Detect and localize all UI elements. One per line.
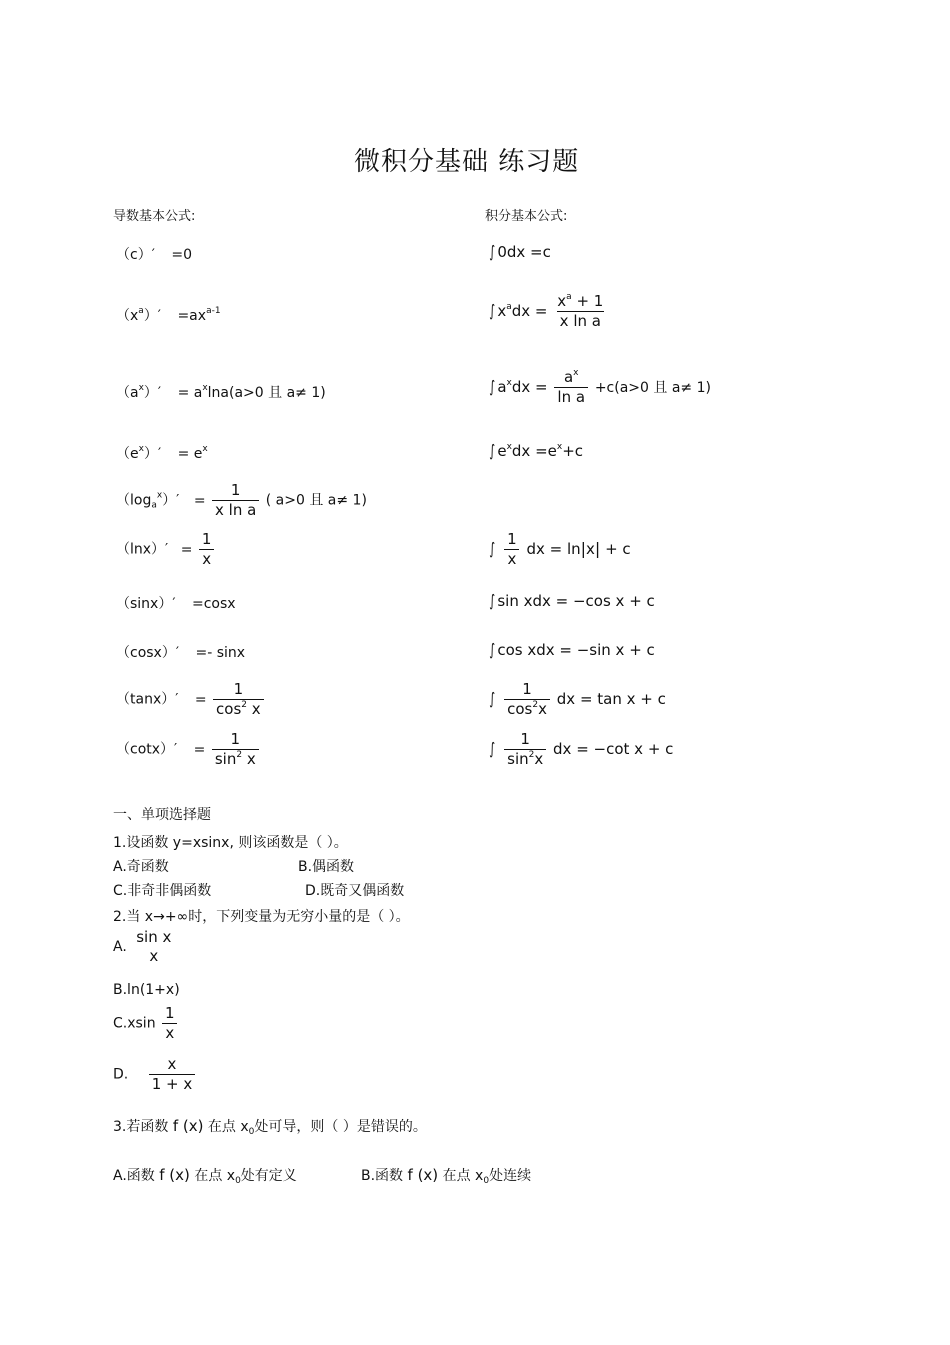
question-1-option-c: C.非奇非偶函数 <box>113 883 212 899</box>
integral-formula: ∫ 0dx =c <box>489 242 551 261</box>
question-1-option-b: B.偶函数 <box>298 859 355 875</box>
derivative-formula: （sinx）′ =cosx <box>116 596 236 612</box>
question-1-option-d: D.既奇又偶函数 <box>305 883 405 899</box>
derivative-formula: $(\log_a^x)'$ = $\frac{1}{\text{x ln a}}$ ( a>0 且 a≠ 1) <box>116 481 367 519</box>
question-2-option-b: B.ln(1+x) <box>113 982 180 998</box>
derivative-formula: （tanx）′ = $\frac{1}{\cos^2 x}$ <box>116 680 266 719</box>
integral-formula: ∫ $x^adx$ = $\frac{x^a + 1}{\text{x ln a}}$ <box>489 292 604 330</box>
page-title: 微积分基础 练习题 <box>354 147 580 177</box>
derivative-formula: $(a^x)' = a^x\ln a(a>0$ 且 a≠ 1) <box>116 383 326 401</box>
question-1-stem: 1.设函数 y=xsinx, 则该函数是（ ）。 <box>113 835 348 851</box>
derivative-formula: $(e^x)' = e^x$ <box>116 444 208 462</box>
question-3-stem: 3.若函数 f (x) 在点 $x_0$处可导，则（ ）是错误的。 <box>113 1117 427 1137</box>
integral-formula: ∫ $\frac{1}{\cos^2x}$ dx = tan x + c <box>489 680 666 718</box>
derivative-formula: （cotx）′ = $\frac{1}{\sin^2 x}$ <box>116 730 261 769</box>
derivative-formula: （c）′ =0 <box>116 247 192 263</box>
derivative-formula: （cosx）′ =- sinx <box>116 645 246 661</box>
integral-formula: ∫ sin xdx = −cos x + c <box>489 591 655 610</box>
question-2-option-a: A. sin x x <box>113 928 172 965</box>
question-2-option-d: D. $\frac{x}{1 + x}$ <box>113 1055 197 1094</box>
section-heading: 一、单项选择题 <box>113 807 211 823</box>
integral-formula: ∫ $\frac{1}{x}$ dx = ln|x| + c <box>489 530 631 568</box>
integral-formulas-heading: 积分基本公式: <box>485 209 568 224</box>
derivative-formulas-heading: 导数基本公式: <box>113 209 196 224</box>
derivative-formula: （lnx）′ = $\frac{1}{x}$ <box>116 530 216 569</box>
integral-formula: ∫ cos xdx = −sin x + c <box>489 640 655 659</box>
integral-formula: ∫ $e^xdx =e^x+c$ <box>489 441 584 460</box>
question-2-option-c: C.xsin $\frac{1}{x}$ <box>113 1004 180 1043</box>
question-3-option-a: A.函数 f (x) 在点 $x_0$处有定义 <box>113 1166 297 1186</box>
question-2-stem: 2.当 x→+∞时，下列变量为无穷小量的是（ ）。 <box>113 909 410 925</box>
integral-formula: ∫ $a^xdx$ = $\frac{a^x}{\text{ln a}}$ +c(a>0 且 a≠ 1) <box>489 368 711 406</box>
derivative-formula: $(x^a)' =ax^{a-1}$ <box>116 306 221 324</box>
integral-formula: ∫ $\frac{1}{\sin^2x}$ dx = −cot x + c <box>489 730 674 768</box>
question-1-option-a: A.奇函数 <box>113 859 169 875</box>
question-3-option-b: B.函数 f (x) 在点 $x_0$处连续 <box>361 1166 532 1186</box>
